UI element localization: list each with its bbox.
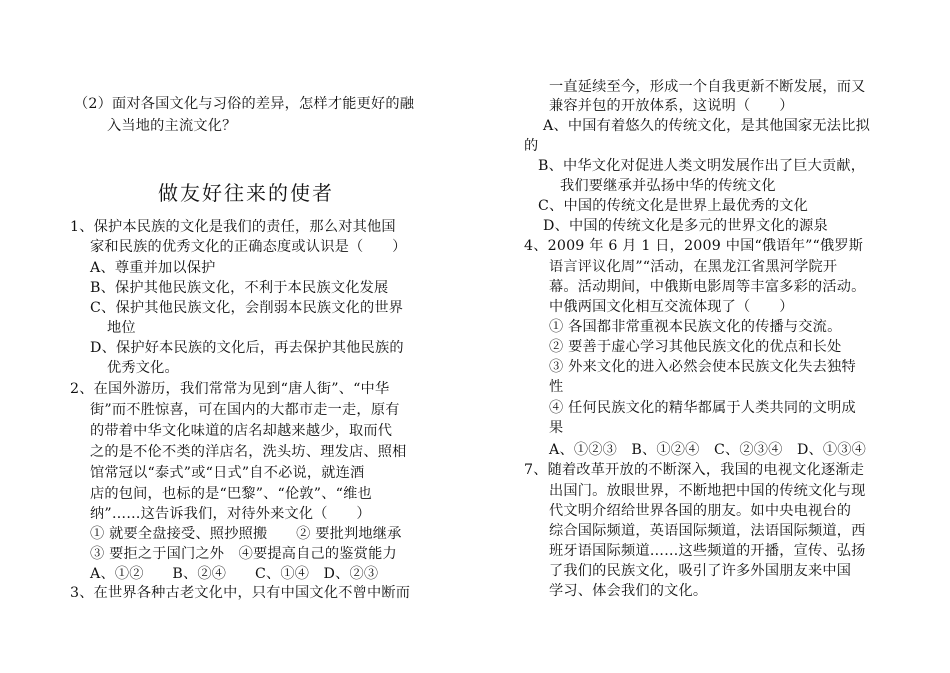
- q2-line-1: 2、在国外游历，我们常常为见到“唐人街”、“中华: [70, 381, 390, 397]
- q1-option-b: B、保护其他民族文化，不利于本民族文化发展: [90, 280, 389, 296]
- q4-statement-3-line-1: ③ 外来文化的进入必然会使本民族文化失去独特: [549, 359, 856, 375]
- section-title: 做友好往来的使者: [158, 181, 334, 205]
- q7-line-2: 出国门。放眼世界，不断地把中国的传统文化与现: [549, 483, 866, 499]
- q4-statement-4-line-2: 果: [549, 420, 564, 436]
- q2-line-5: 馆常冠以“泰式”或“日式”自不必说，就连酒: [90, 465, 365, 481]
- q7-line-6: 了我们的民族文化，吸引了许多外国朋友来中国: [549, 563, 852, 579]
- q7-line-7: 学习、体会我们的文化。: [549, 583, 708, 599]
- q2-line-9: ③ 要拒之于国门之外 ④要提高自己的鉴赏能力: [90, 546, 397, 562]
- q2-line-3: 的带着中华文化味道的店名却越来越少，取而代: [90, 423, 393, 439]
- q3-option-a-line-2: 的: [524, 138, 539, 154]
- q3-option-b-line-2: 我们要继承并弘扬中华的传统文化: [560, 178, 776, 194]
- q3-option-a-line-1: A、中国有着悠久的传统文化，是其他国家无法比拟: [543, 118, 870, 134]
- q1-option-c-line-2: 地位: [107, 320, 136, 336]
- q2-prompt-line-1: （2）面对各国文化与习俗的差异，怎样才能更好的融: [74, 96, 415, 112]
- q7-line-5: 班牙语国际频道……这些频道的开播，宣传、弘扬: [549, 543, 866, 559]
- q4-line-2: 语言评议化周”“活动，在黑龙江省黑河学院开: [549, 259, 838, 275]
- q4-statement-4-line-1: ④ 任何民族文化的精华都属于人类共同的文明成: [549, 400, 856, 416]
- q3-line-3: 兼容并包的开放体系，这说明（ ）: [549, 98, 794, 114]
- q2-line-2: 街”而不胜惊喜，可在国内的大都市走一走，原有: [90, 402, 400, 418]
- q4-line-4: 中俄两国文化相互交流体现了（ ）: [549, 299, 794, 315]
- q3-option-c: C、中国的传统文化是世界上最优秀的文化: [538, 198, 809, 214]
- q7-line-1: 7、随着改革开放的不断深入，我国的电视文化逐渐走: [524, 462, 865, 478]
- q2-line-4: 之的是不伦不类的洋店名，洗头坊、理发店、照相: [90, 444, 407, 460]
- q3-option-b-line-1: B、中华文化对促进人类文明发展作出了巨大贡献，: [538, 158, 866, 174]
- q4-line-3: 幕。活动期间，中俄斯电影周等丰富多彩的活动。: [549, 279, 866, 295]
- q3-line-1: 3、在世界各种古老文化中，只有中国文化不曾中断而: [70, 585, 411, 601]
- q1-option-d-line-1: D、保护好本民族的文化后，再去保护其他民族的: [90, 340, 404, 356]
- q1-stem-line-2: 家和民族的优秀文化的正确态度或认识是（ ）: [90, 239, 407, 255]
- q4-line-1: 4、2009 年 6 月 1 日，2009 中国“俄语年”“俄罗斯: [524, 238, 864, 254]
- q2-prompt-line-2: 入当地的主流文化？: [107, 118, 237, 134]
- q4-statement-2: ② 要善于虚心学习其他民族文化的优点和长处: [549, 339, 842, 355]
- q2-line-7: 纳”……这告诉我们，对待外来文化（ ）: [90, 506, 371, 522]
- q3-line-2: 一直延续至今，形成一个自我更新不断发展，而又: [549, 79, 866, 95]
- q3-option-d: D、中国的传统文化是多元的世界文化的源泉: [543, 218, 828, 234]
- q2-line-6: 店的包间，也标的是“巴黎”、“伦敦”、“维也: [90, 486, 372, 502]
- q1-option-c-line-1: C、保护其他民族文化，会削弱本民族文化的世界: [90, 300, 404, 316]
- q1-stem-line-1: 1、保护本民族的文化是我们的责任，那么对其他国: [70, 219, 396, 235]
- q2-line-8: ① 就要全盘接受、照抄照搬 ② 要批判地继承: [90, 526, 402, 542]
- q4-answer-options: A、①②③ B、①②④ C、②③④ D、①③④: [549, 442, 867, 458]
- q1-option-d-line-2: 优秀文化。: [107, 360, 179, 376]
- q1-option-a: A、尊重并加以保护: [90, 260, 216, 276]
- q2-answer-options: A、①② B、②④ C、①④ D、②③: [90, 566, 379, 582]
- q7-line-4: 综合国际频道，英语国际频道，法语国际频道，西: [549, 523, 866, 539]
- q7-line-3: 代文明介绍给世界各国的朋友。如中央电视台的: [549, 503, 852, 519]
- q4-statement-3-line-2: 性: [549, 379, 564, 395]
- q4-statement-1: ① 各国都非常重视本民族文化的传播与交流。: [549, 319, 842, 335]
